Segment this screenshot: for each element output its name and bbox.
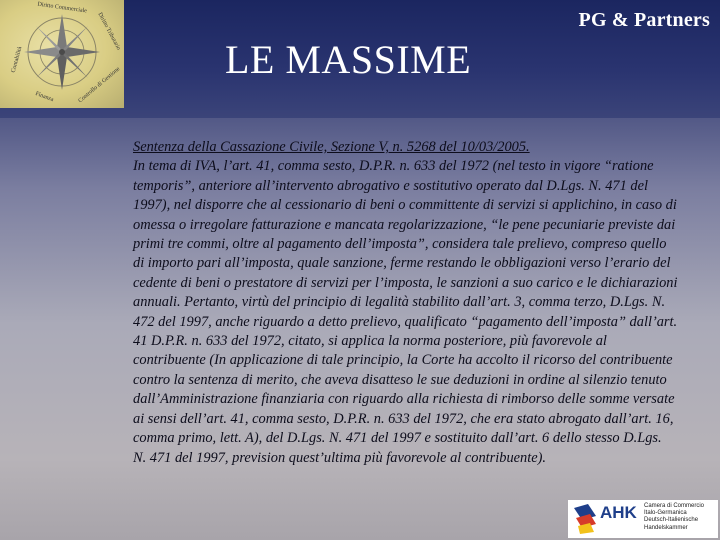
logo-text-3: Contabilità bbox=[10, 46, 24, 74]
ahk-line-3: Deutsch-Italienische bbox=[644, 517, 699, 524]
ruling-text-block bbox=[133, 138, 678, 468]
logo-text-4: Controllo di Gestione bbox=[77, 66, 122, 105]
ruling-heading: Sentenza della Cassazione Civile, Sezione V, n. 5268 del 10/03/2005. bbox=[133, 139, 530, 155]
ahk-wordmark: AHK bbox=[600, 503, 637, 522]
logo-text-1: Diritto Commerciale bbox=[37, 1, 88, 15]
logo-text-5: Finanza bbox=[34, 90, 55, 104]
compass-logo bbox=[0, 0, 124, 108]
brand-name: PG & Partners bbox=[578, 9, 710, 31]
compass-rose-icon bbox=[0, 0, 124, 108]
ahk-flag-icon bbox=[572, 504, 598, 534]
ahk-line-2: Italo-Germanica bbox=[644, 510, 687, 517]
header-band bbox=[0, 0, 720, 118]
ahk-line-1: Camera di Commercio bbox=[644, 503, 705, 509]
logo-text-2: Diritto Tributario bbox=[96, 11, 122, 52]
ahk-line-4: Handelskammer bbox=[644, 524, 688, 531]
ahk-logo bbox=[568, 500, 718, 538]
ahk-description bbox=[644, 503, 716, 532]
slide-title: LE MASSIME bbox=[225, 37, 472, 82]
ruling-body: In tema di IVA, l’art. 41, comma sesto, D.P.R. n. 633 del 1972 (nel testo in vigore “ratione temporis”, anteriore all’intervento abrogativo e sostitutivo operato dal D.Lgs. N. 471 del 1997), nel disporre che al cessionario di beni o committente di servizi si applichino, in caso di omessa o irregolare fatturazione e mancata regolarizzazione, “le pene pecuniarie previste dai primi tre commi, oltre al pagamento dell’imposta”, considera tale prelievo, compreso quello di importo pari all’imposta, quale sanzione, ferme restando le obbligazioni verso l’erario del cedente di beni o prestatore di servizi per l’imposta, le sanzioni a suo carico e le dichiarazioni annuali. Pertanto, virtù del principio di legalità stabilito dall’art. 3, comma terzo, D.Lgs. N. 472 del 1997, anche riguardo a detto prelievo, qualificato “pagamento dell’imposta” dall’art. 41 D.P.R. n. 633 del 1972, citato, si applica la norma posteriore, più favorevole al contribuente (In applicazione di tale principio, la Corte ha accolto il ricorso del contribuente contro la sentenza di merito, che aveva disatteso le sue deduzioni in ordine al silenzio tenuto dall’Amministrazione finanziaria con riguardo alla richiesta di rimborso delle somme versate ai sensi dell’art. 41, comma sesto, D.P.R. n. 633 del 1972, che era stato abrogato dall’art. 16, comma primo, lett. A), del D.Lgs. N. 471 del 1997 e sostituito dall’art. 6 dello stesso D.Lgs. N. 471 del 1997, prevision quest’ultima più favorevole al contribuente). bbox=[133, 158, 678, 466]
